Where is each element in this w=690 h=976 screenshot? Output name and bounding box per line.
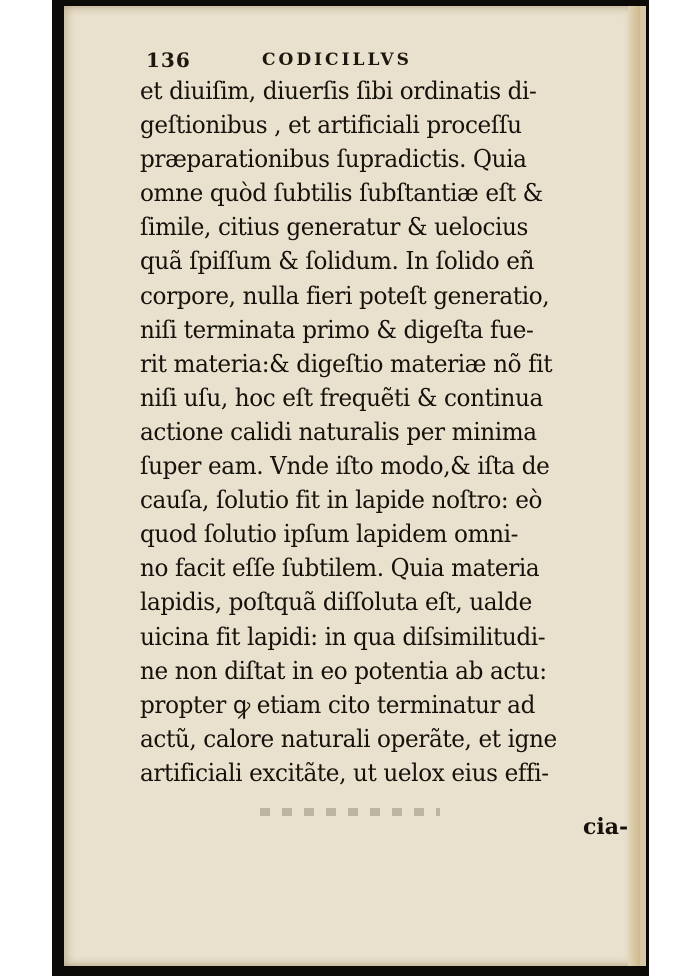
text-line: lapidis, poſtquã diſſoluta eſt, ualde [140, 588, 532, 617]
ink-bleed-through [260, 808, 440, 816]
text-line: corpore, nulla fieri poteſt generatio, [140, 281, 550, 310]
text-block [140, 74, 628, 790]
text-line: propter ꝙ etiam cito terminatur ad [140, 690, 535, 719]
text-line: et diuiſim, diuerſis ſibi ordinatis di- [140, 77, 537, 105]
text-line: artificiali excitãte, ut uelox eius effi- [140, 758, 549, 787]
text-line: actũ, calore naturali operãte, et igne [140, 724, 557, 753]
text-line: uicina fit lapidi: in qua diſsimilitudi- [140, 622, 546, 651]
catchword: cia- [583, 814, 629, 840]
text-line: quã ſpiſſum & ſolidum. In ſolido eñ [140, 247, 535, 276]
text-line: quod ſolutio ipſum lapidem omni- [140, 520, 519, 549]
page-number: 136 [146, 48, 191, 72]
text-line: omne quòd ſubtilis ſubſtantiæ eſt & [140, 179, 543, 208]
text-line: præparationibus ſupradictis. Quia [140, 145, 527, 174]
page-header [146, 48, 486, 72]
text-line: rit materia:& digeſtio materiæ nõ fit [140, 349, 553, 378]
text-line: geſtionibus , et artificiali proceſſu [140, 111, 522, 140]
text-line: ſimile, citius generatur & uelocius [140, 213, 528, 242]
text-line: ſuper eam. Vnde iſto modo,& iſta de [140, 452, 550, 481]
running-head: CODICILLVS [262, 50, 412, 70]
text-line: actione calidi naturalis per minima [140, 417, 537, 446]
text-line: no facit eſſe ſubtilem. Quia materia [140, 554, 540, 583]
text-line: ne non diſtat in eo potentia ab actu: [140, 656, 547, 685]
page-edge [628, 6, 640, 966]
text-line: cauſa, ſolutio fit in lapide noſtro: eò [140, 486, 543, 515]
text-line: niſi uſu, hoc eſt frequẽti & continua [140, 383, 543, 412]
text-line: niſi terminata primo & digeſta fue- [140, 315, 534, 344]
